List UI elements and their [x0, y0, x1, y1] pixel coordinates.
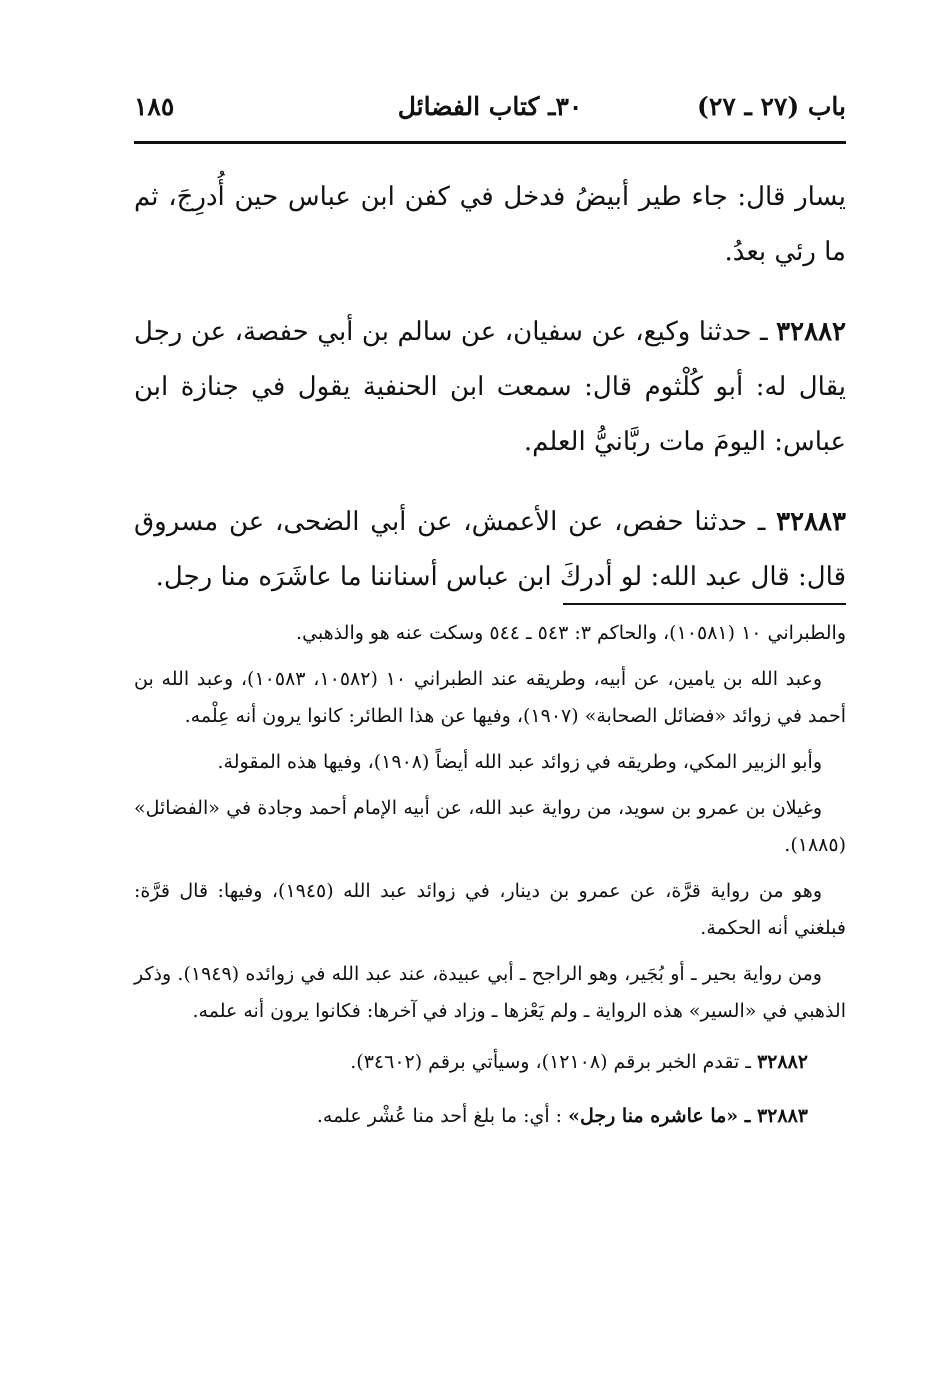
- hadith-number: ٣٢٨٨٣: [776, 507, 846, 537]
- narration-paragraph: [134, 495, 846, 605]
- narration-text: يسار قال: جاء طير أبيضُ فدخل في كفن ابن عباس حين أُدرِجَ، ثم ما رئي بعدُ.: [134, 182, 846, 267]
- narration-text: ـ حدثنا حفص، عن الأعمش، عن أبي الضحى، عن مسروق قال: قال عبد الله: لو أدركَ ابن عباس أسناننا ما عاشَرَه منا رجل.: [134, 507, 846, 592]
- main-text: [134, 170, 846, 605]
- footnote-divider: [563, 603, 846, 605]
- running-header: [134, 86, 846, 130]
- header-divider: [134, 141, 846, 144]
- footnote-note: ومن رواية بحير ـ أو بُجَير، وهو الراجح ـ أبي عبيدة، عند عبد الله في زوائده (١٩٤٩). وذكر الذهبي في «السير» هذه الرواية ـ ولم يَعْزها ـ وزاد في آخرها: فكانوا يرون أنه علمه.: [134, 963, 846, 1022]
- footnotes: [134, 615, 846, 1148]
- page-number: ١٨٥: [134, 92, 175, 121]
- footnote-reference: [134, 1094, 846, 1138]
- footnote-note: وعبد الله بن يامين، عن أبيه، وطريقه عند الطبراني ١٠ (١٠٥٨٢، ١٠٥٨٣)، وعبد الله بن أحمد في زوائد «فضائل الصحابة» (١٩٠٧)، وفيها عن هذا الطائر: كانوا يرون أنه عِلْمه.: [134, 668, 846, 727]
- footnote-ref-text: ـ تقدم الخبر برقم (١٢١٠٨)، وسيأتي برقم (٣٤٦٠٢).: [350, 1051, 757, 1073]
- footnote-ref-text: : أي: ما بلغ أحد منا عُشْر علمه.: [316, 1105, 569, 1127]
- chapter-range: باب (٢٧ ـ ٢٧): [697, 92, 846, 121]
- hadith-number: ٣٢٨٨٢: [776, 317, 846, 347]
- narration-paragraph: [134, 305, 846, 470]
- footnote-note: وهو من رواية قرَّة، عن عمرو بن دينار، في زوائد عبد الله (١٩٤٥)، وفيها: قال قرَّة: فبلغني أنه الحكمة.: [134, 880, 846, 939]
- narration-paragraph: [134, 170, 846, 280]
- footnote-ref-number: ٣٢٨٨٣ ـ «ما عاشره منا رجل»: [568, 1105, 808, 1127]
- footnote-note: وأبو الزبير المكي، وطريقه في زوائد عبد الله أيضاً (١٩٠٨)، وفيها هذه المقولة.: [217, 751, 822, 773]
- footnote-reference: [134, 1040, 846, 1084]
- book-title: ٣٠ـ كتاب الفضائل: [397, 92, 583, 121]
- narration-text: ـ حدثنا وكيع، عن سفيان، عن سالم بن أبي حفصة، عن رجل يقال له: أبو كُلْثوم قال: سمعت ابن الحنفية يقول في جنازة ابن عباس: اليومَ مات ربَّانيُّ العلم.: [134, 317, 846, 457]
- footnote-note: والطبراني ١٠ (١٠٥٨١)، والحاكم ٣: ٥٤٣ ـ ٥٤٤ وسكت عنه هو والذهبي.: [296, 622, 846, 644]
- footnote-ref-number: ٣٢٨٨٢: [756, 1051, 808, 1073]
- footnote-references: [134, 1040, 846, 1138]
- footnote-note: وغيلان بن عمرو بن سويد، من رواية عبد الله، عن أبيه الإمام أحمد وجادة في «الفضائل» (١٨٨٥).: [134, 797, 846, 856]
